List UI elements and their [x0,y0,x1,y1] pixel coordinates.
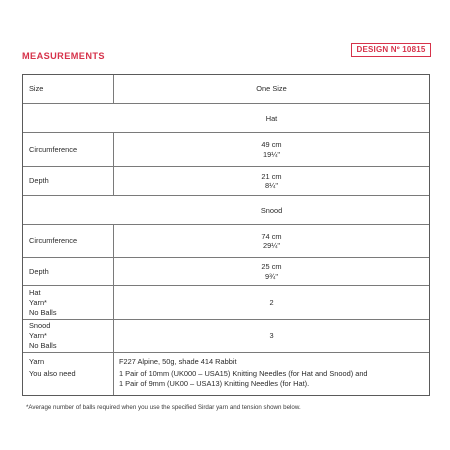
snood-section-heading: Snood [260,205,283,215]
hat-yarn-row [23,286,429,320]
hat-depth-cm: 21 cm [261,171,282,181]
size-value: One Size [256,84,287,94]
snood-circumference-cm: 74 cm [261,231,282,241]
need-label: You also need [29,369,76,378]
size-label: Size [23,75,114,103]
hat-yarn-label-hat: Hat [29,287,41,297]
hat-yarn-label-yarn: Yarn* [29,297,47,307]
snood-depth-row [23,258,429,286]
snood-depth-value [114,258,429,285]
yarn-needles-values [114,353,429,395]
yarn-label: Yarn [29,357,45,366]
section-title: MEASUREMENTS [22,51,105,61]
snood-circumference-value [114,225,429,257]
measurements-table [22,74,430,396]
need-line-1: 1 Pair of 10mm (UK000 – USA15) Knitting Needles (for Hat and Snood) and [119,368,368,378]
hat-section-row [23,104,429,133]
yarn-needles-row [23,353,429,395]
hat-depth-label: Depth [23,167,114,195]
hat-depth-value [114,167,429,195]
snood-yarn-label-snood: Snood [29,321,51,330]
hat-circumference-in: 19¼" [262,149,280,159]
hat-circumference-row [23,133,429,167]
design-number-badge: DESIGN Nº 10815 [351,43,431,57]
size-row [23,75,429,104]
hat-yarn-label-balls: No Balls [29,307,57,317]
snood-balls-value: 3 [269,331,274,341]
snood-circumference-label: Circumference [23,225,114,257]
yarn-needles-labels [23,353,114,395]
footnote: *Average number of balls required when you use the specified Sirdar yarn and tension shown below. [26,404,301,411]
snood-depth-in: 9¾" [265,271,278,281]
snood-depth-label: Depth [23,258,114,285]
snood-yarn-label-yarn: Yarn* [29,331,47,340]
snood-yarn-label-balls: No Balls [29,341,57,350]
hat-balls-value: 2 [269,297,274,307]
hat-yarn-label [23,286,114,319]
snood-yarn-row [23,320,429,353]
snood-circumference-row [23,225,429,258]
hat-circumference-label: Circumference [23,133,114,166]
snood-section-row [23,196,429,225]
hat-circumference-value [114,133,429,166]
snood-depth-cm: 25 cm [261,262,282,271]
hat-section-heading: Hat [265,113,278,123]
need-line-2: 1 Pair of 9mm (UK00 – USA13) Knitting Needles (for Hat). [119,378,310,388]
snood-circumference-in: 29¼" [262,241,280,250]
hat-depth-row [23,167,429,196]
hat-circumference-cm: 49 cm [261,140,282,149]
snood-yarn-label [23,320,114,352]
hat-depth-in: 8¼" [265,181,278,190]
yarn-value: F227 Alpine, 50g, shade 414 Rabbit [119,357,237,366]
